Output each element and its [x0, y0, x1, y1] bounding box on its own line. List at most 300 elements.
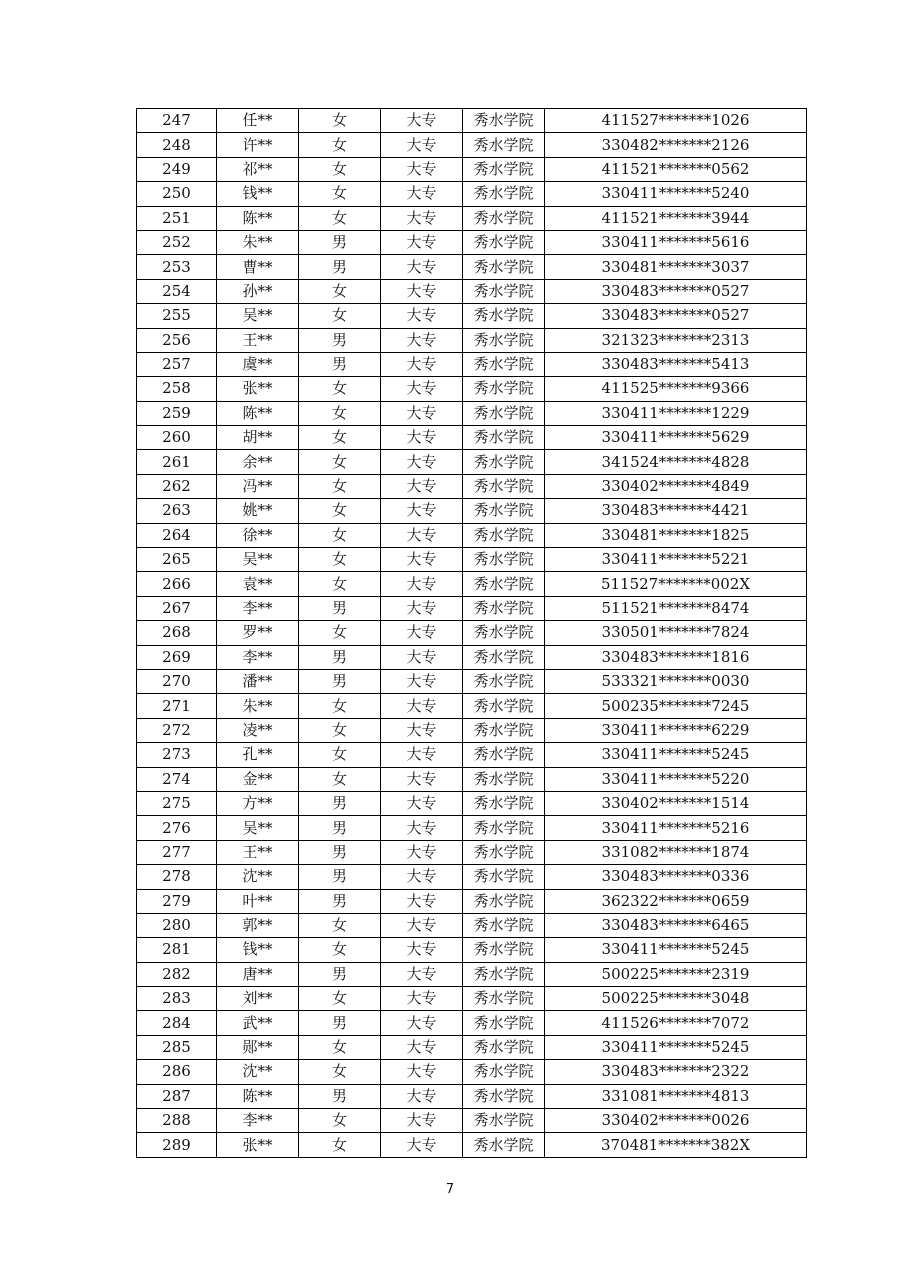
table-row	[137, 694, 807, 718]
id-number-cell: 330501*******7824	[545, 621, 807, 645]
name-cell: 张**	[217, 1133, 299, 1157]
school-cell: 秀水学院	[463, 645, 545, 669]
school-cell: 秀水学院	[463, 962, 545, 986]
gender-cell: 女	[299, 206, 381, 230]
table-row	[137, 962, 807, 986]
school-cell: 秀水学院	[463, 1133, 545, 1157]
education-cell: 大专	[381, 913, 463, 937]
id-number-cell: 500235*******7245	[545, 694, 807, 718]
id-number-cell: 330483*******2322	[545, 1060, 807, 1084]
table-row	[137, 1011, 807, 1035]
row-number-cell: 261	[137, 450, 217, 474]
school-cell: 秀水学院	[463, 669, 545, 693]
school-cell: 秀水学院	[463, 694, 545, 718]
name-cell: 钱**	[217, 182, 299, 206]
name-cell: 方**	[217, 791, 299, 815]
school-cell: 秀水学院	[463, 548, 545, 572]
id-number-cell: 500225*******3048	[545, 987, 807, 1011]
name-cell: 李**	[217, 645, 299, 669]
gender-cell: 男	[299, 1084, 381, 1108]
education-cell: 大专	[381, 352, 463, 376]
table-row	[137, 157, 807, 181]
name-cell: 胡**	[217, 426, 299, 450]
education-cell: 大专	[381, 499, 463, 523]
school-cell: 秀水学院	[463, 450, 545, 474]
table-row	[137, 816, 807, 840]
row-number-cell: 251	[137, 206, 217, 230]
name-cell: 凌**	[217, 718, 299, 742]
education-cell: 大专	[381, 840, 463, 864]
name-cell: 郭**	[217, 913, 299, 937]
row-number-cell: 254	[137, 279, 217, 303]
school-cell: 秀水学院	[463, 1011, 545, 1035]
table-row	[137, 304, 807, 328]
table-row	[137, 230, 807, 254]
table-row	[137, 474, 807, 498]
row-number-cell: 253	[137, 255, 217, 279]
table-row	[137, 913, 807, 937]
id-number-cell: 331081*******4813	[545, 1084, 807, 1108]
name-cell: 袁**	[217, 572, 299, 596]
table-row	[137, 572, 807, 596]
name-cell: 许**	[217, 133, 299, 157]
id-number-cell: 330411*******5629	[545, 426, 807, 450]
row-number-cell: 283	[137, 987, 217, 1011]
id-number-cell: 370481*******382X	[545, 1133, 807, 1157]
row-number-cell: 265	[137, 548, 217, 572]
gender-cell: 男	[299, 1011, 381, 1035]
table-row	[137, 109, 807, 133]
education-cell: 大专	[381, 645, 463, 669]
gender-cell: 男	[299, 230, 381, 254]
name-cell: 沈**	[217, 865, 299, 889]
school-cell: 秀水学院	[463, 865, 545, 889]
education-cell: 大专	[381, 157, 463, 181]
school-cell: 秀水学院	[463, 377, 545, 401]
school-cell: 秀水学院	[463, 133, 545, 157]
id-number-cell: 411526*******7072	[545, 1011, 807, 1035]
gender-cell: 男	[299, 596, 381, 620]
id-number-cell: 500225*******2319	[545, 962, 807, 986]
gender-cell: 女	[299, 474, 381, 498]
row-number-cell: 256	[137, 328, 217, 352]
id-number-cell: 511527*******002X	[545, 572, 807, 596]
table-row	[137, 987, 807, 1011]
education-cell: 大专	[381, 328, 463, 352]
name-cell: 吴**	[217, 548, 299, 572]
gender-cell: 女	[299, 913, 381, 937]
school-cell: 秀水学院	[463, 255, 545, 279]
table-row	[137, 377, 807, 401]
table-row	[137, 596, 807, 620]
name-cell: 李**	[217, 596, 299, 620]
id-number-cell: 330411*******6229	[545, 718, 807, 742]
school-cell: 秀水学院	[463, 572, 545, 596]
row-number-cell: 289	[137, 1133, 217, 1157]
gender-cell: 女	[299, 279, 381, 303]
gender-cell: 女	[299, 1133, 381, 1157]
education-cell: 大专	[381, 1084, 463, 1108]
education-cell: 大专	[381, 1109, 463, 1133]
school-cell: 秀水学院	[463, 987, 545, 1011]
id-number-cell: 330402*******0026	[545, 1109, 807, 1133]
school-cell: 秀水学院	[463, 1060, 545, 1084]
gender-cell: 女	[299, 1035, 381, 1059]
school-cell: 秀水学院	[463, 401, 545, 425]
school-cell: 秀水学院	[463, 182, 545, 206]
table-row	[137, 450, 807, 474]
school-cell: 秀水学院	[463, 840, 545, 864]
name-cell: 朱**	[217, 230, 299, 254]
education-cell: 大专	[381, 767, 463, 791]
id-number-cell: 330481*******3037	[545, 255, 807, 279]
table-row	[137, 279, 807, 303]
name-cell: 朱**	[217, 694, 299, 718]
gender-cell: 女	[299, 767, 381, 791]
id-number-cell: 330402*******4849	[545, 474, 807, 498]
table-row	[137, 718, 807, 742]
school-cell: 秀水学院	[463, 426, 545, 450]
education-cell: 大专	[381, 230, 463, 254]
row-number-cell: 275	[137, 791, 217, 815]
name-cell: 钱**	[217, 938, 299, 962]
name-cell: 王**	[217, 328, 299, 352]
id-number-cell: 330483*******1816	[545, 645, 807, 669]
row-number-cell: 270	[137, 669, 217, 693]
id-number-cell: 330411*******5216	[545, 816, 807, 840]
row-number-cell: 273	[137, 743, 217, 767]
id-number-cell: 411521*******3944	[545, 206, 807, 230]
gender-cell: 女	[299, 377, 381, 401]
school-cell: 秀水学院	[463, 352, 545, 376]
school-cell: 秀水学院	[463, 279, 545, 303]
id-number-cell: 330411*******5220	[545, 767, 807, 791]
gender-cell: 女	[299, 938, 381, 962]
name-cell: 孙**	[217, 279, 299, 303]
education-cell: 大专	[381, 938, 463, 962]
gender-cell: 男	[299, 962, 381, 986]
name-cell: 叶**	[217, 889, 299, 913]
name-cell: 徐**	[217, 523, 299, 547]
gender-cell: 女	[299, 572, 381, 596]
education-cell: 大专	[381, 377, 463, 401]
education-cell: 大专	[381, 1011, 463, 1035]
row-number-cell: 276	[137, 816, 217, 840]
table-row	[137, 938, 807, 962]
table-row	[137, 401, 807, 425]
gender-cell: 女	[299, 304, 381, 328]
education-cell: 大专	[381, 718, 463, 742]
gender-cell: 男	[299, 645, 381, 669]
row-number-cell: 260	[137, 426, 217, 450]
name-cell: 冯**	[217, 474, 299, 498]
id-number-cell: 330411*******5245	[545, 938, 807, 962]
row-number-cell: 264	[137, 523, 217, 547]
row-number-cell: 247	[137, 109, 217, 133]
table-row	[137, 621, 807, 645]
gender-cell: 男	[299, 865, 381, 889]
table-row	[137, 328, 807, 352]
id-number-cell: 330411*******5616	[545, 230, 807, 254]
id-number-cell: 362322*******0659	[545, 889, 807, 913]
gender-cell: 女	[299, 401, 381, 425]
table-row	[137, 889, 807, 913]
id-number-cell: 331082*******1874	[545, 840, 807, 864]
education-cell: 大专	[381, 304, 463, 328]
id-number-cell: 330481*******1825	[545, 523, 807, 547]
row-number-cell: 284	[137, 1011, 217, 1035]
name-cell: 陈**	[217, 1084, 299, 1108]
gender-cell: 女	[299, 694, 381, 718]
education-cell: 大专	[381, 596, 463, 620]
table-row	[137, 840, 807, 864]
row-number-cell: 250	[137, 182, 217, 206]
id-number-cell: 411521*******0562	[545, 157, 807, 181]
row-number-cell: 274	[137, 767, 217, 791]
table-row	[137, 767, 807, 791]
gender-cell: 女	[299, 1109, 381, 1133]
row-number-cell: 271	[137, 694, 217, 718]
table-row	[137, 865, 807, 889]
education-cell: 大专	[381, 572, 463, 596]
name-cell: 任**	[217, 109, 299, 133]
education-cell: 大专	[381, 669, 463, 693]
table-row	[137, 182, 807, 206]
id-number-cell: 330411*******5221	[545, 548, 807, 572]
gender-cell: 男	[299, 816, 381, 840]
gender-cell: 女	[299, 133, 381, 157]
school-cell: 秀水学院	[463, 938, 545, 962]
gender-cell: 女	[299, 182, 381, 206]
row-number-cell: 252	[137, 230, 217, 254]
name-cell: 罗**	[217, 621, 299, 645]
table-row	[137, 426, 807, 450]
education-cell: 大专	[381, 182, 463, 206]
table-row	[137, 523, 807, 547]
school-cell: 秀水学院	[463, 1109, 545, 1133]
name-cell: 姚**	[217, 499, 299, 523]
school-cell: 秀水学院	[463, 767, 545, 791]
row-number-cell: 280	[137, 913, 217, 937]
school-cell: 秀水学院	[463, 206, 545, 230]
education-cell: 大专	[381, 694, 463, 718]
row-number-cell: 277	[137, 840, 217, 864]
row-number-cell: 282	[137, 962, 217, 986]
name-cell: 张**	[217, 377, 299, 401]
roster-table-body	[137, 109, 807, 1158]
table-row	[137, 1133, 807, 1157]
education-cell: 大专	[381, 255, 463, 279]
table-row	[137, 743, 807, 767]
id-number-cell: 511521*******8474	[545, 596, 807, 620]
id-number-cell: 330483*******0527	[545, 304, 807, 328]
row-number-cell: 263	[137, 499, 217, 523]
page-number: 7	[445, 1182, 455, 1197]
education-cell: 大专	[381, 962, 463, 986]
education-cell: 大专	[381, 426, 463, 450]
name-cell: 曹**	[217, 255, 299, 279]
name-cell: 吴**	[217, 304, 299, 328]
gender-cell: 女	[299, 157, 381, 181]
gender-cell: 女	[299, 621, 381, 645]
education-cell: 大专	[381, 523, 463, 547]
row-number-cell: 266	[137, 572, 217, 596]
school-cell: 秀水学院	[463, 718, 545, 742]
school-cell: 秀水学院	[463, 889, 545, 913]
education-cell: 大专	[381, 133, 463, 157]
table-row	[137, 1060, 807, 1084]
row-number-cell: 281	[137, 938, 217, 962]
school-cell: 秀水学院	[463, 499, 545, 523]
row-number-cell: 287	[137, 1084, 217, 1108]
name-cell: 祁**	[217, 157, 299, 181]
id-number-cell: 330402*******1514	[545, 791, 807, 815]
name-cell: 吴**	[217, 816, 299, 840]
education-cell: 大专	[381, 474, 463, 498]
school-cell: 秀水学院	[463, 474, 545, 498]
name-cell: 王**	[217, 840, 299, 864]
school-cell: 秀水学院	[463, 621, 545, 645]
id-number-cell: 330483*******5413	[545, 352, 807, 376]
gender-cell: 女	[299, 523, 381, 547]
id-number-cell: 330411*******5245	[545, 1035, 807, 1059]
table-row	[137, 791, 807, 815]
gender-cell: 男	[299, 328, 381, 352]
id-number-cell: 321323*******2313	[545, 328, 807, 352]
school-cell: 秀水学院	[463, 328, 545, 352]
row-number-cell: 259	[137, 401, 217, 425]
education-cell: 大专	[381, 548, 463, 572]
education-cell: 大专	[381, 743, 463, 767]
row-number-cell: 258	[137, 377, 217, 401]
gender-cell: 女	[299, 426, 381, 450]
row-number-cell: 285	[137, 1035, 217, 1059]
row-number-cell: 269	[137, 645, 217, 669]
row-number-cell: 267	[137, 596, 217, 620]
school-cell: 秀水学院	[463, 157, 545, 181]
table-row	[137, 669, 807, 693]
table-row	[137, 1084, 807, 1108]
table-row	[137, 206, 807, 230]
name-cell: 余**	[217, 450, 299, 474]
id-number-cell: 330411*******5245	[545, 743, 807, 767]
name-cell: 唐**	[217, 962, 299, 986]
gender-cell: 男	[299, 352, 381, 376]
row-number-cell: 268	[137, 621, 217, 645]
name-cell: 金**	[217, 767, 299, 791]
education-cell: 大专	[381, 1133, 463, 1157]
gender-cell: 男	[299, 889, 381, 913]
name-cell: 郧**	[217, 1035, 299, 1059]
gender-cell: 女	[299, 987, 381, 1011]
gender-cell: 男	[299, 255, 381, 279]
school-cell: 秀水学院	[463, 523, 545, 547]
name-cell: 沈**	[217, 1060, 299, 1084]
gender-cell: 男	[299, 791, 381, 815]
row-number-cell: 262	[137, 474, 217, 498]
school-cell: 秀水学院	[463, 109, 545, 133]
education-cell: 大专	[381, 791, 463, 815]
id-number-cell: 330483*******0336	[545, 865, 807, 889]
row-number-cell: 248	[137, 133, 217, 157]
id-number-cell: 330411*******5240	[545, 182, 807, 206]
gender-cell: 女	[299, 1060, 381, 1084]
table-row	[137, 499, 807, 523]
name-cell: 陈**	[217, 206, 299, 230]
name-cell: 刘**	[217, 987, 299, 1011]
table-row	[137, 1035, 807, 1059]
education-cell: 大专	[381, 1035, 463, 1059]
row-number-cell: 249	[137, 157, 217, 181]
table-row	[137, 1109, 807, 1133]
name-cell: 陈**	[217, 401, 299, 425]
name-cell: 孔**	[217, 743, 299, 767]
education-cell: 大专	[381, 401, 463, 425]
school-cell: 秀水学院	[463, 230, 545, 254]
school-cell: 秀水学院	[463, 816, 545, 840]
education-cell: 大专	[381, 865, 463, 889]
row-number-cell: 255	[137, 304, 217, 328]
id-number-cell: 330483*******6465	[545, 913, 807, 937]
education-cell: 大专	[381, 1060, 463, 1084]
gender-cell: 女	[299, 718, 381, 742]
id-number-cell: 330483*******0527	[545, 279, 807, 303]
school-cell: 秀水学院	[463, 913, 545, 937]
gender-cell: 男	[299, 669, 381, 693]
school-cell: 秀水学院	[463, 304, 545, 328]
gender-cell: 女	[299, 450, 381, 474]
gender-cell: 男	[299, 840, 381, 864]
school-cell: 秀水学院	[463, 1084, 545, 1108]
education-cell: 大专	[381, 889, 463, 913]
school-cell: 秀水学院	[463, 743, 545, 767]
table-row	[137, 548, 807, 572]
row-number-cell: 279	[137, 889, 217, 913]
id-number-cell: 411527*******1026	[545, 109, 807, 133]
table-row	[137, 352, 807, 376]
education-cell: 大专	[381, 987, 463, 1011]
table-row	[137, 645, 807, 669]
row-number-cell: 288	[137, 1109, 217, 1133]
education-cell: 大专	[381, 109, 463, 133]
school-cell: 秀水学院	[463, 596, 545, 620]
roster-table	[136, 108, 807, 1158]
name-cell: 虞**	[217, 352, 299, 376]
gender-cell: 女	[299, 743, 381, 767]
id-number-cell: 533321*******0030	[545, 669, 807, 693]
row-number-cell: 257	[137, 352, 217, 376]
id-number-cell: 341524*******4828	[545, 450, 807, 474]
school-cell: 秀水学院	[463, 1035, 545, 1059]
gender-cell: 女	[299, 499, 381, 523]
name-cell: 武**	[217, 1011, 299, 1035]
id-number-cell: 411525*******9366	[545, 377, 807, 401]
id-number-cell: 330483*******4421	[545, 499, 807, 523]
education-cell: 大专	[381, 279, 463, 303]
school-cell: 秀水学院	[463, 791, 545, 815]
row-number-cell: 278	[137, 865, 217, 889]
row-number-cell: 286	[137, 1060, 217, 1084]
id-number-cell: 330482*******2126	[545, 133, 807, 157]
education-cell: 大专	[381, 450, 463, 474]
education-cell: 大专	[381, 206, 463, 230]
row-number-cell: 272	[137, 718, 217, 742]
table-row	[137, 255, 807, 279]
name-cell: 李**	[217, 1109, 299, 1133]
name-cell: 潘**	[217, 669, 299, 693]
gender-cell: 女	[299, 109, 381, 133]
education-cell: 大专	[381, 621, 463, 645]
